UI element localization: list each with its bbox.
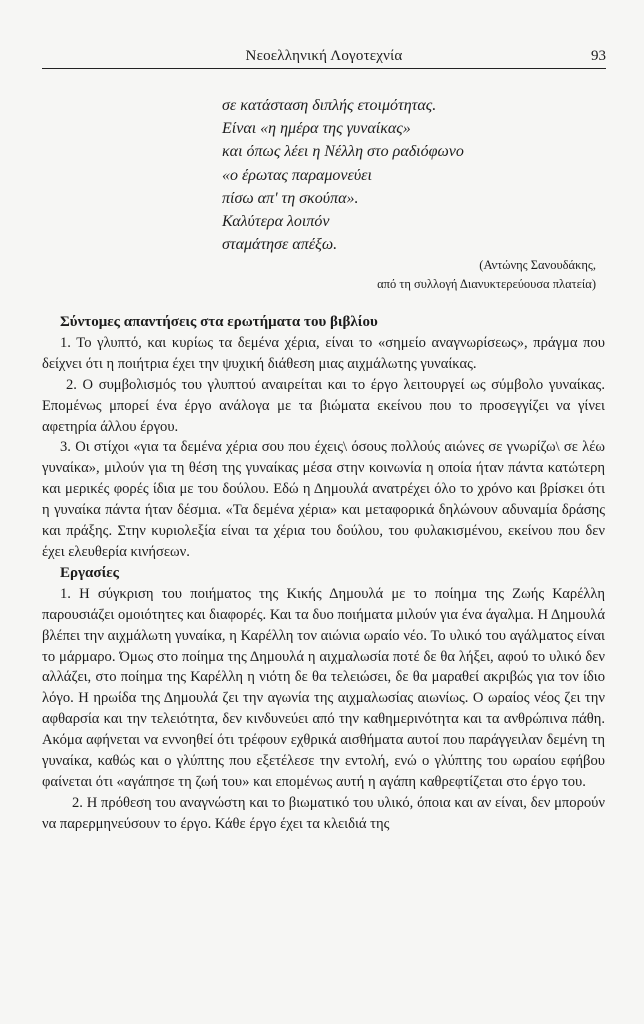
poem-line: πίσω απ' τη σκούπα». [222, 189, 359, 207]
poem-line: Καλύτερα λοιπόν [222, 213, 330, 231]
poem-line: σταμάτησε απέξω. [222, 236, 338, 254]
exercise-paragraph: 1. Η σύγκριση του ποιήματος της Κικής Δημουλά με το ποίημα της Ζωής Καρέλλη παρουσιάζει ομοιότητες και διαφορές. Και τα δυο ποιήματα μιλούν για ένα άγαλμα. Η Δημουλά βλέπει την αιχμάλωτη γυναίκα, η Καρέλλη τον αιώνια ωραίο νέο. Το υλικό του αγάλματος είναι το μάρμαρο. Όμως στο ποίημα της Δημουλά η αιχμαλωσία ποτέ δε θα λήξει, αφού το υλικό δεν αλλάζει, στο ποίημα της Καρέλλη η νιότη δε θα τελειώσει, δε θα μαραθεί ακριβώς για τον ίδιο λόγο. Η ηρωίδα της Δημουλά ζει την αγωνία της αιχμαλωσίας αιωνίως. Ο ωραίος νέος ζει την αφθαρσία και την τελειότητα, δεν κινδυνεύει από την καθημερινότητα και τα ανθρώπινα πάθη. Ακόμα αφήνεται να εννοηθεί ότι τρέφουν εχθρικά αισθήματα αυτοί που παράγγειλαν δεμένη τη γυναίκα, καθώς και ο γλύπτης που εξετέλεσε την εντολή, ενώ ο γλύπτης του ωραίου εφήβου φαίνεται ότι «αγάπησε τη ζωή του» και επομένως αυτή η αγάπη καθρεφτίζεται στο έργο του. [42, 585, 605, 790]
poem-line: σε κατάσταση διπλής ετοιμότητας. [222, 97, 437, 114]
running-title: Νεοελληνική Λογοτεχνία [245, 48, 403, 64]
answer-paragraph: 2. Ο συμβολισμός του γλυπτού αναιρείται και το έργο λειτουργεί ως σύμβολο γυναίκας. Επομένως μπορεί ένα έργο ανάλογα με τα βιώματα εκείνου που το προσεγγίζει να γίνει αφετηρία άλλου έργου. [42, 376, 605, 435]
poem-attribution [377, 256, 596, 294]
poem-line: και όπως λέει η Νέλλη στο ραδιόφωνο [222, 143, 464, 161]
poem-line: Είναι «η ημέρα της γυναίκας» [222, 120, 411, 138]
body-text [42, 312, 605, 835]
section-heading-answers: Σύντομες απαντήσεις στα ερωτήματα του βιβλίου [60, 314, 378, 330]
attribution-author: (Αντώνης Σανουδάκης, [479, 258, 596, 272]
running-head [42, 46, 606, 69]
poem-line: «ο έρωτας παραμονεύει [222, 166, 372, 184]
section-heading-exercises: Εργασίες [60, 564, 119, 581]
exercise-paragraph: 2. Η πρόθεση του αναγνώστη και το βιωματικό του υλικό, όποια και αν είναι, δεν μπορούν να παρερμηνεύσουν το έργο. Κάθε έργο έχει τα κλειδιά της [42, 794, 605, 832]
answer-paragraph: 3. Οι στίχοι «για τα δεμένα χέρια σου που έχεις\ όσους πολλούς αιώνες σε γνωρίζω\ σε λέω γυναίκα», μιλούν για τη θέση της γυναίκας μέσα στην κοινωνία η οποία ήταν πάντα κατώτερη και μερικές φορές ίδια με του δούλου. Εδώ η Δημουλά ανατρέχει όλο το χρόνο και βρίσκει ότι η γυναίκα πάντα ήταν δέσμια. «Τα δεμένα χέρια» και μεταφορικά δηλώνουν αδυναμία δράσης και πράξης. Στην κυριολεξία είναι τα χέρια του δούλου, του φυλακισμένου, εκείνου που δεν έχει ελευθερία κινήσεων. [42, 439, 605, 560]
page-number: 93 [591, 48, 606, 64]
poem-excerpt [222, 94, 464, 256]
attribution-source: από τη συλλογή Διανυκτερεύουσα πλατεία) [377, 277, 596, 291]
answer-paragraph: 1. Το γλυπτό, και κυρίως τα δεμένα χέρια, είναι το «σημείο αναγνωρίσεως», πράγμα που δείχνει ότι η ποιήτρια έχει την ψυχική διάθεση μιας αιχμάλωτης γυναίκας. [42, 334, 605, 372]
